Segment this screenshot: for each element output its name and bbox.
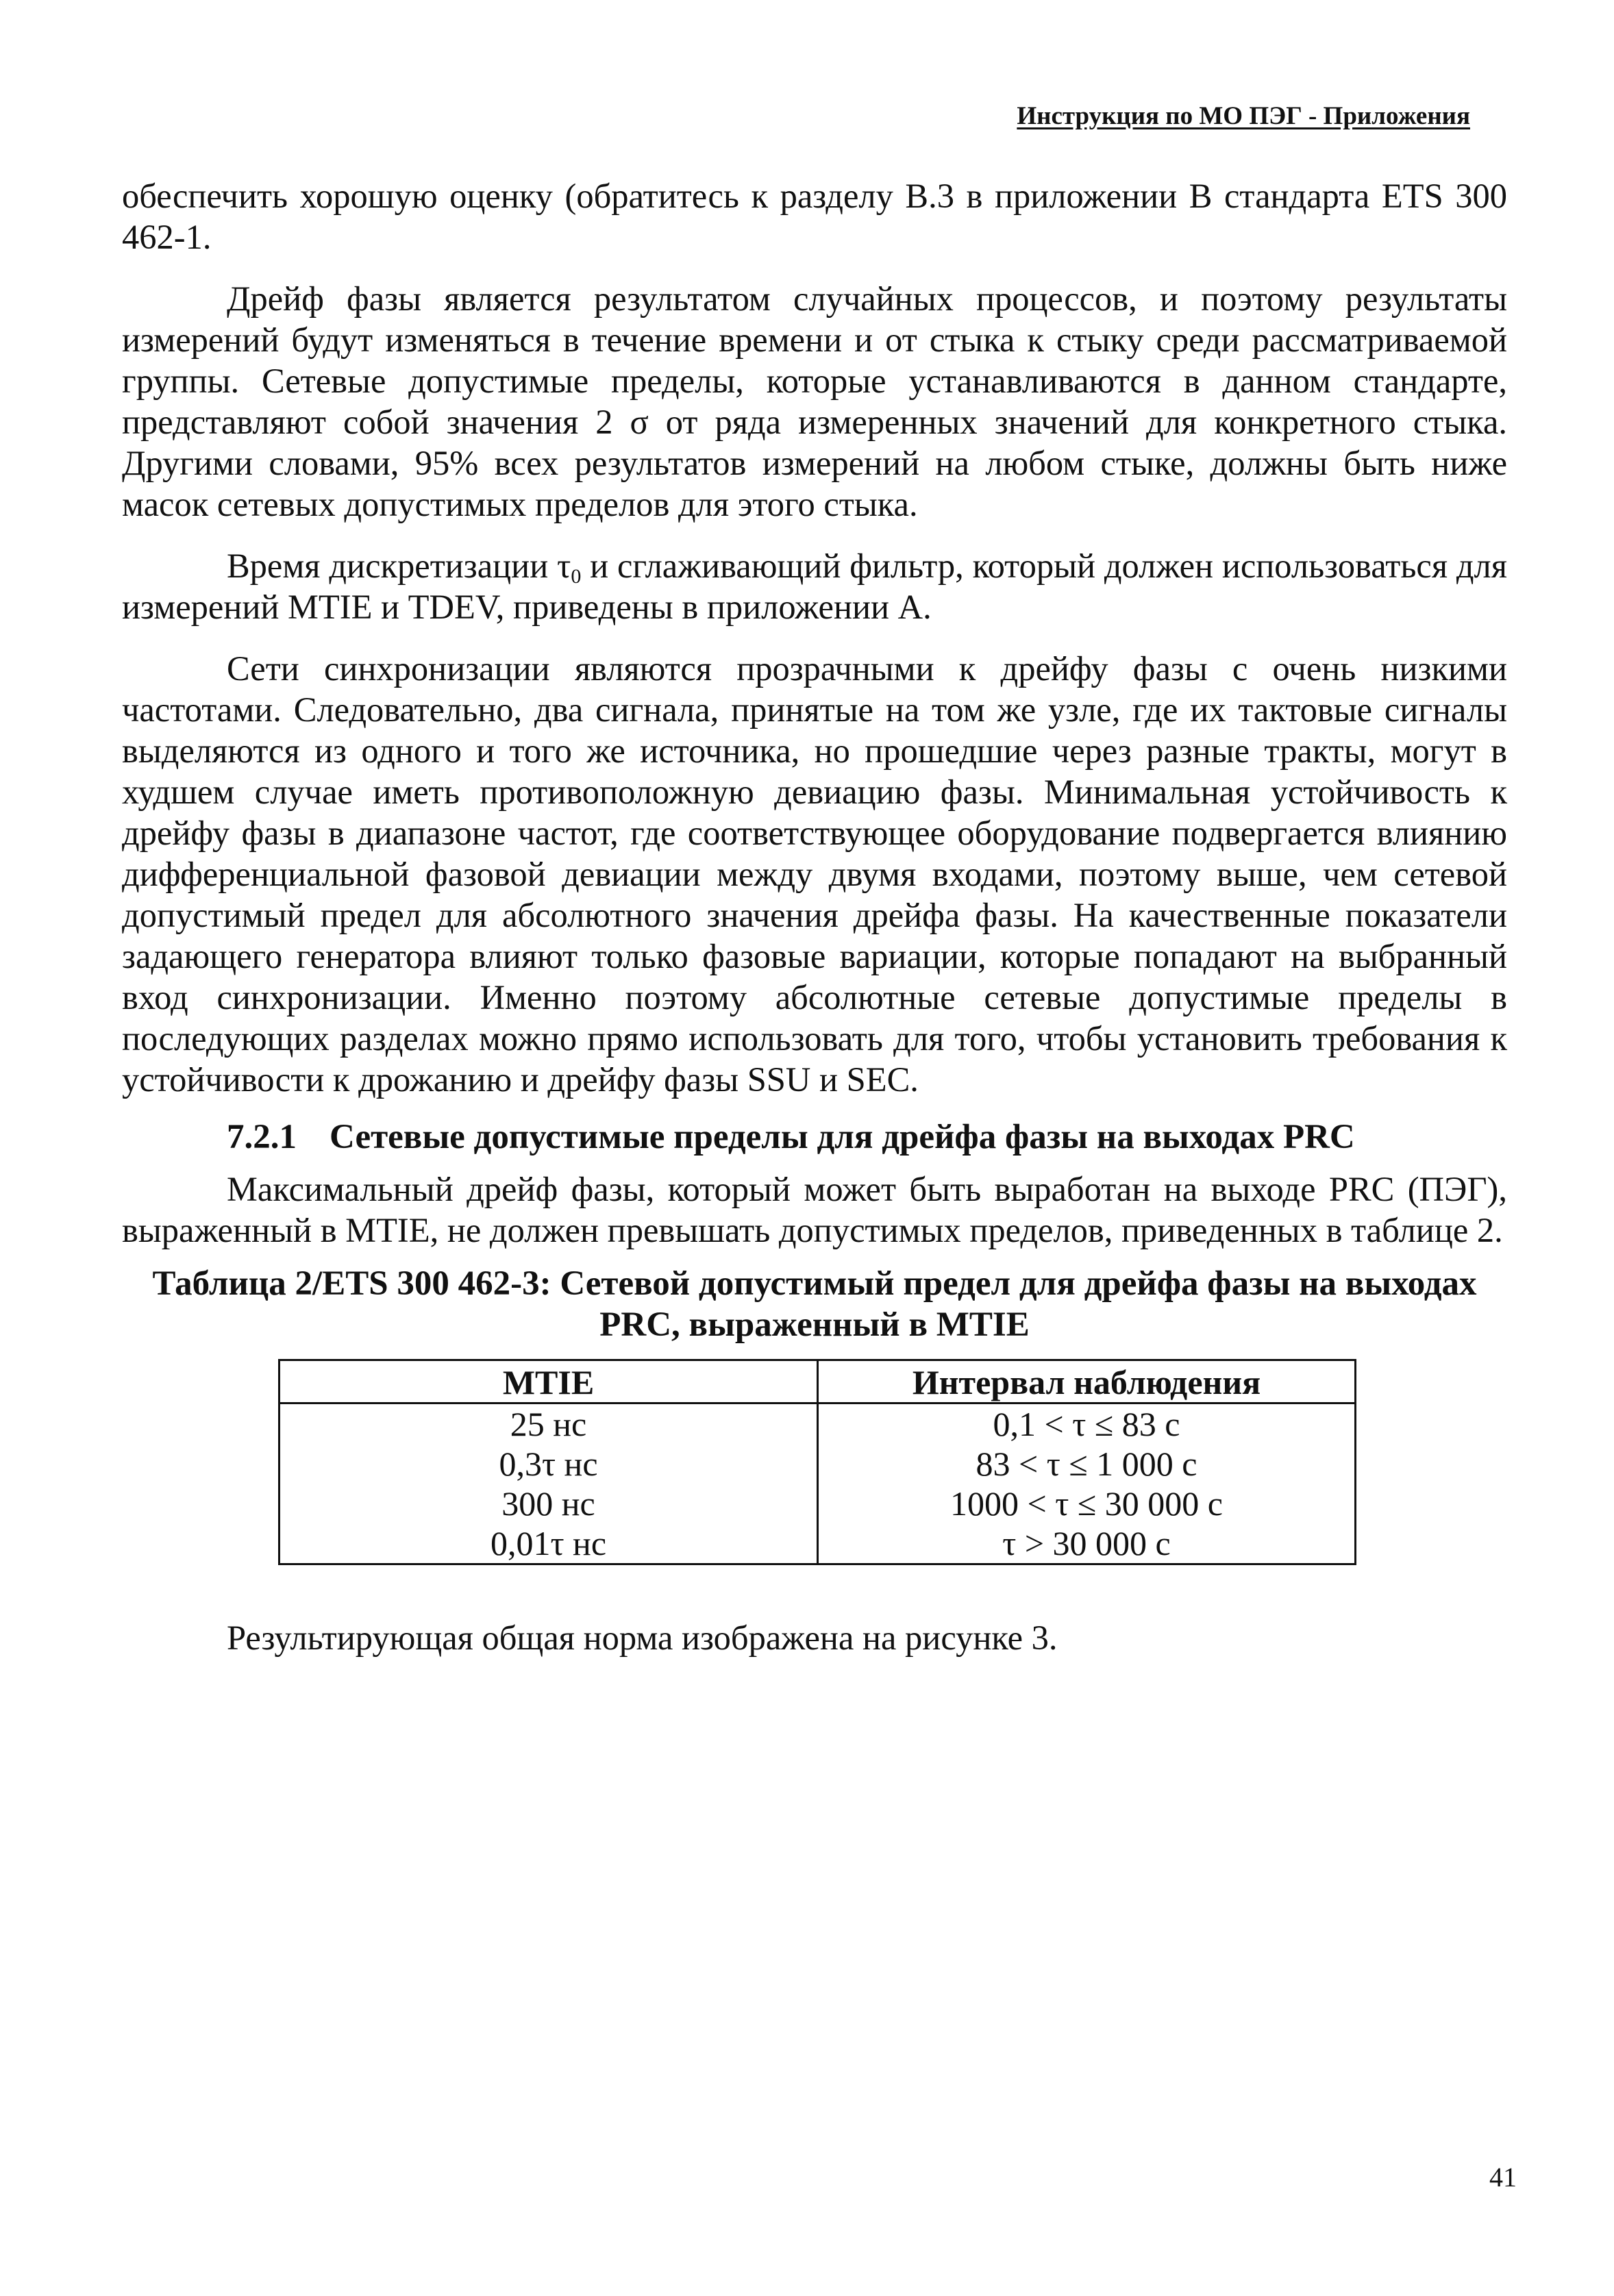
table-caption-line-2: PRC, выраженный в MTIE — [599, 1306, 1030, 1344]
paragraph-continuation: обеспечить хорошую оценку (обратитесь к разделу В.3 в приложении В стандарта ETS 300 462-1. — [122, 177, 1507, 256]
table-header-mtie: MTIE — [280, 1360, 818, 1403]
table-row — [280, 1403, 1356, 1445]
table-caption — [122, 1263, 1507, 1345]
table-cell-mtie: 0,01τ нс — [280, 1523, 818, 1564]
table-cell-mtie: 25 нс — [280, 1403, 818, 1445]
sampling-time-text-start: Время дискретизации τ — [227, 547, 571, 585]
table-row — [280, 1523, 1356, 1564]
sampling-time-text-end: и сглаживающий фильтр, который должен использоваться для измерений MTIE и TDEV, приведены в приложении А. — [122, 547, 1507, 626]
page-number: 41 — [1489, 2162, 1517, 2193]
table-row — [280, 1484, 1356, 1523]
paragraph-phase-drift: Дрейф фазы является результатом случайных процессов, и поэтому результаты измерений будут изменяться в течение времени и от стыка к стыку среди рассматриваемой группы. Сетевые допустимые пределы, которые устанавливаются в данном стандарте, представляют собой значения 2 σ от ряда измеренных значений для конкретного стыка. Другими словами, 95% всех результатов измерений на любом стыке, должны быть ниже масок сетевых допустимых пределов для этого стыка. — [122, 279, 1507, 523]
table-cell-interval: 83 < τ ≤ 1 000 с — [976, 1445, 1197, 1483]
table-header-row — [280, 1360, 1356, 1403]
paragraph-result: Результирующая общая норма изображена на рисунке 3. — [227, 1619, 1058, 1657]
table-cell-mtie: 0,3τ нс — [280, 1444, 818, 1484]
table-cell-interval: 1000 < τ ≤ 30 000 с — [950, 1484, 1223, 1523]
tau-subscript: 0 — [571, 565, 582, 588]
section-title: Сетевые допустимые пределы для дрейфа фазы на выходах PRC — [330, 1118, 1355, 1156]
paragraph-sync-networks: Сети синхронизации являются прозрачными к дрейфу фазы с очень низкими частотами. Следовательно, два сигнала, принятые на том же узле, где их тактовые сигналы выделяются из одного и того же источника, но прошедшие через разные тракты, могут в худшем случае иметь противоположную девиацию фазы. Минимальная устойчивость к дрейфу фазы в диапазоне частот, где соответствующее оборудование подвергается влиянию дифференциальной фазовой девиации между двумя входами, поэтому выше, чем сетевой допустимый предел для абсолютного значения дрейфа фазы. На качественные показатели задающего генератора влияют только фазовые вариации, которые попадают на выбранный вход синхронизации. Именно поэтому абсолютные сетевые допустимые пределы в последующих разделах можно прямо использовать для того, чтобы установить требования к устойчивости к дрожанию и дрейфу фазы SSU и SEC. — [122, 649, 1507, 1099]
section-heading — [227, 1115, 1507, 1159]
paragraph-sampling-time — [122, 545, 1507, 627]
mtie-limits-table — [278, 1359, 1356, 1565]
document-body — [122, 175, 1507, 1658]
running-header: Инструкция по МО ПЭГ - Приложения — [1017, 102, 1470, 130]
table-cell-mtie: 300 нс — [280, 1484, 818, 1523]
table-row — [280, 1444, 1356, 1484]
table-caption-line-1: Таблица 2/ETS 300 462-3: Сетевой допустимый предел для дрейфа фазы на выходах — [152, 1264, 1477, 1303]
table-header-interval: Интервал наблюдения — [818, 1360, 1356, 1403]
table-cell-interval: τ > 30 000 с — [1002, 1524, 1171, 1562]
table-cell-interval: 0,1 < τ ≤ 83 с — [993, 1405, 1180, 1443]
section-number: 7.2.1 — [227, 1118, 297, 1156]
paragraph-max-drift: Максимальный дрейф фазы, который может быть выработан на выходе PRC (ПЭГ), выраженный в MTIE, не должен превышать допустимых пределов, приведенных в таблице 2. — [122, 1170, 1507, 1249]
